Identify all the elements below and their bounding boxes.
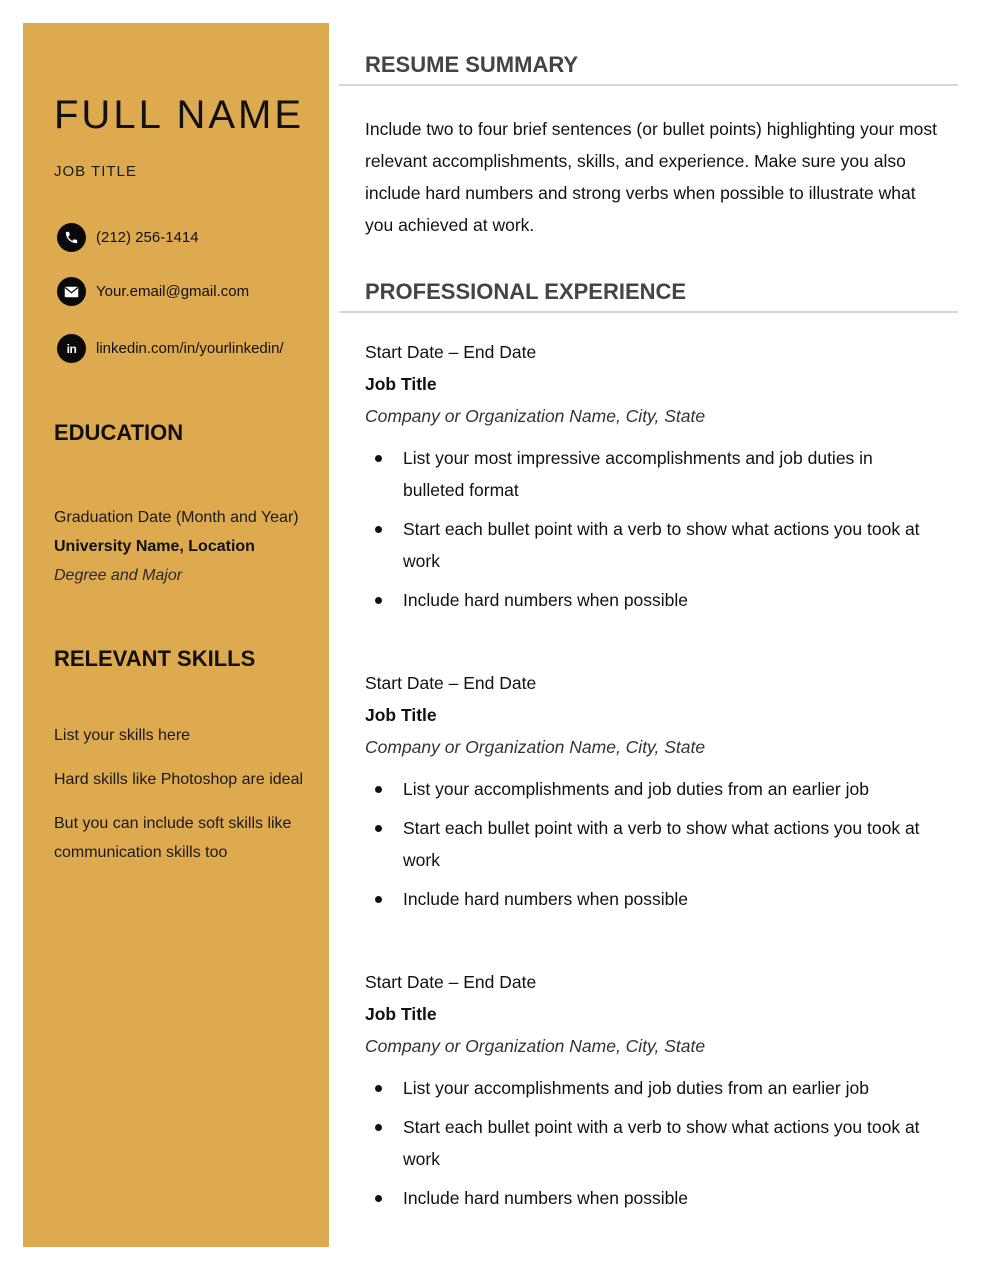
contact-email xyxy=(57,277,249,306)
bullet-icon xyxy=(375,1085,382,1092)
bullet-icon xyxy=(375,1124,382,1131)
full-name: FULL NAME xyxy=(54,93,305,137)
header-job-title: JOB TITLE xyxy=(54,163,137,180)
bullet-text: Start each bullet point with a verb to show what actions you took at work xyxy=(403,818,920,870)
degree-major: Degree and Major xyxy=(54,567,183,584)
bullet-text: Start each bullet point with a verb to show what actions you took at work xyxy=(403,519,920,571)
bullet-text: List your accomplishments and job duties from an earlier job xyxy=(403,1078,869,1098)
job-company: Company or Organization Name, City, State xyxy=(365,737,706,757)
skills-heading: RELEVANT SKILLS xyxy=(54,646,256,671)
bullet-text: List your accomplishments and job duties from an earlier job xyxy=(403,779,869,799)
phone-number: (212) 256-1414 xyxy=(96,229,199,246)
bullet-text: Start each bullet point with a verb to show what actions you took at work xyxy=(403,1117,920,1169)
experience-heading: PROFESSIONAL EXPERIENCE xyxy=(365,279,687,304)
job-company: Company or Organization Name, City, State xyxy=(365,406,706,426)
job-bullets xyxy=(365,442,945,616)
bullet-icon xyxy=(375,786,382,793)
linkedin-icon: in xyxy=(57,334,86,363)
bullet-item xyxy=(365,584,923,616)
contact-linkedin xyxy=(57,334,284,363)
job-dates: Start Date – End Date xyxy=(365,673,537,693)
contact-phone xyxy=(57,223,199,252)
education-heading: EDUCATION xyxy=(54,420,184,445)
phone-icon xyxy=(57,223,86,252)
linkedin-url: linkedin.com/in/yourlinkedin/ xyxy=(96,340,284,357)
bullet-text: Include hard numbers when possible xyxy=(403,889,689,909)
envelope-icon xyxy=(57,277,86,306)
email-address: Your.email@gmail.com xyxy=(96,283,250,300)
bullet-icon xyxy=(375,455,382,462)
skill-item: List your skills here xyxy=(54,727,191,744)
bullet-icon xyxy=(375,1195,382,1202)
summary-heading: RESUME SUMMARY xyxy=(365,52,579,77)
skill-item: Hard skills like Photoshop are ideal xyxy=(54,771,304,788)
job-dates: Start Date – End Date xyxy=(365,342,537,362)
summary-divider xyxy=(339,84,958,86)
bullet-text: List your most impressive accomplishments and job duties in bulleted format xyxy=(403,448,873,500)
job-dates: Start Date – End Date xyxy=(365,972,537,992)
job-entry xyxy=(365,966,945,1221)
job-company: Company or Organization Name, City, State xyxy=(365,1036,706,1056)
bullet-icon xyxy=(375,896,382,903)
bullet-icon xyxy=(375,597,382,604)
bullet-icon xyxy=(375,825,382,832)
skill-item: But you can include soft skills like communication skills too xyxy=(54,815,292,861)
job-title: Job Title xyxy=(365,705,437,725)
job-entry xyxy=(365,667,945,922)
job-title: Job Title xyxy=(365,374,437,394)
experience-divider xyxy=(339,311,958,313)
bullet-icon xyxy=(375,526,382,533)
bullet-item xyxy=(365,883,923,915)
sidebar xyxy=(23,23,329,1247)
bullet-item xyxy=(365,513,923,577)
bullet-item xyxy=(365,812,923,876)
job-entry xyxy=(365,336,945,623)
bullet-item xyxy=(365,1111,923,1175)
bullet-item xyxy=(365,1182,923,1214)
summary-text: Include two to four brief sentences (or bullet points) highlighting your most relevant accomplishments, skills, and experience. Make sure you also include hard numbers and strong verbs when possible to illustrate what you achieved at work. xyxy=(365,119,937,235)
job-bullets xyxy=(365,773,945,915)
bullet-text: Include hard numbers when possible xyxy=(403,1188,689,1208)
university-name: University Name, Location xyxy=(54,538,255,555)
bullet-item xyxy=(365,773,923,805)
graduation-date: Graduation Date (Month and Year) xyxy=(54,509,299,526)
job-bullets xyxy=(365,1072,945,1214)
job-title: Job Title xyxy=(365,1004,437,1024)
bullet-text: Include hard numbers when possible xyxy=(403,590,689,610)
bullet-item xyxy=(365,442,923,506)
bullet-item xyxy=(365,1072,923,1104)
